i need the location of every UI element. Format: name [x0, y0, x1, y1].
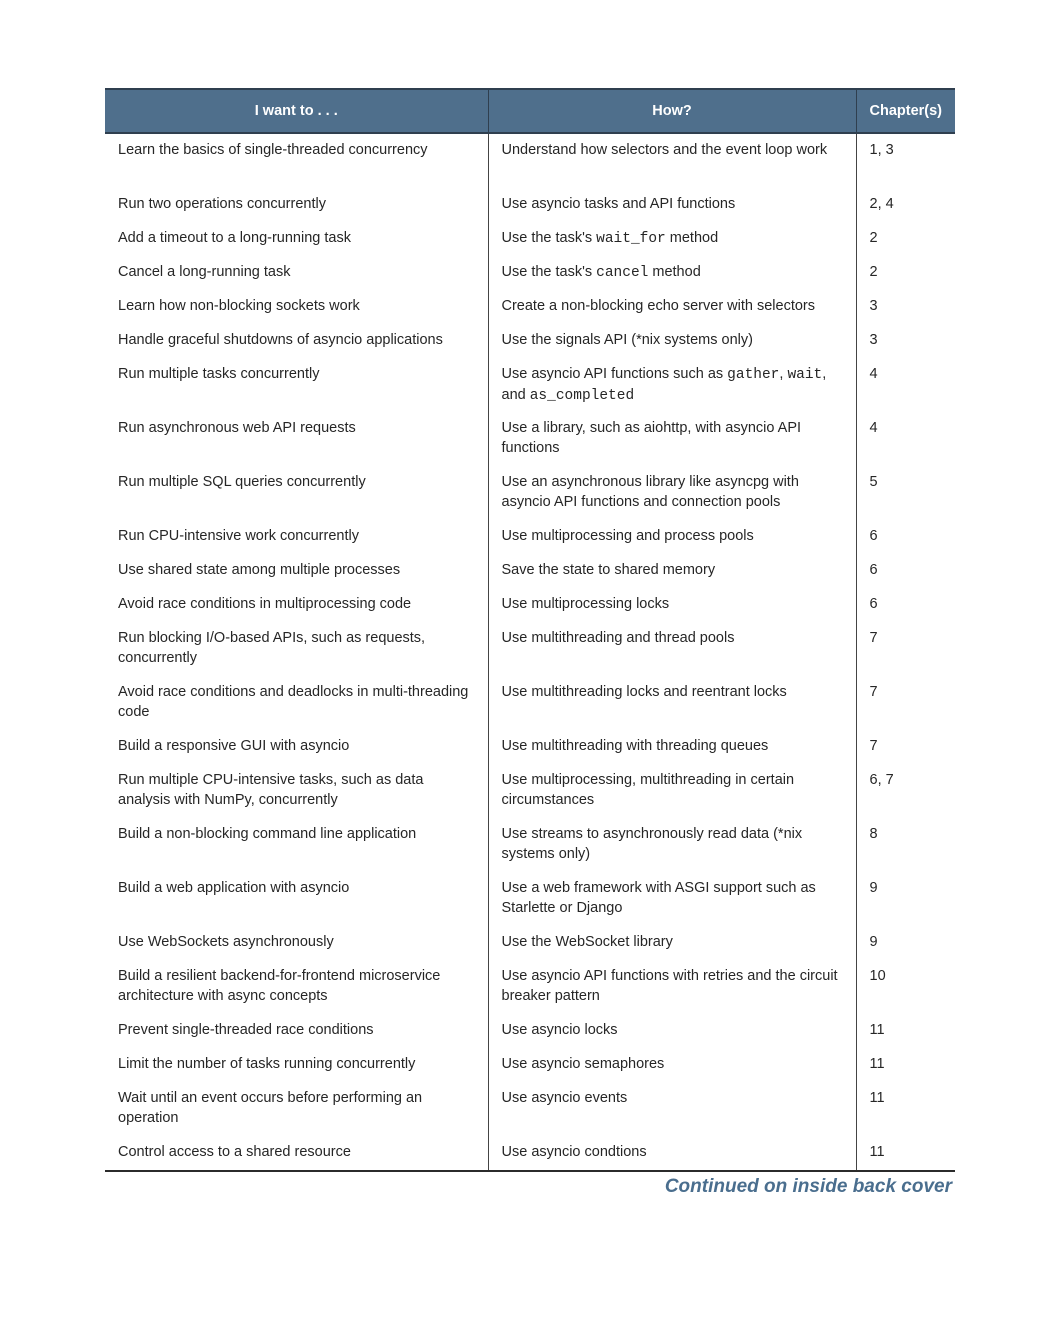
cell-want: Limit the number of tasks running concurrently — [118, 1056, 416, 1072]
cell-want: Build a resilient backend-for-frontend microservice architecture with async concepts — [118, 968, 441, 1004]
cell-how: Use multiprocessing and process pools — [488, 520, 856, 554]
cell-want: Run blocking I/O-based APIs, such as requests, concurrently — [118, 630, 426, 666]
header-want: I want to . . . — [105, 89, 488, 133]
table-row — [105, 818, 955, 872]
cell-want: Run multiple tasks concurrently — [118, 366, 320, 382]
table-row — [105, 520, 955, 554]
cell-chapter: 2 — [856, 256, 955, 290]
table-row — [105, 1014, 955, 1048]
cell-how — [488, 256, 856, 290]
cell-how: Use asyncio API functions with retries and the circuit breaker pattern — [488, 960, 856, 1014]
table-row — [105, 188, 955, 222]
table-row — [105, 554, 955, 588]
reference-table — [105, 88, 955, 1172]
table-row — [105, 764, 955, 818]
cell-chapter: 4 — [856, 412, 955, 466]
header-chapters: Chapter(s) — [856, 89, 955, 133]
table-header-row — [105, 89, 955, 133]
cell-how: Use multithreading locks and reentrant locks — [488, 676, 856, 730]
cell-how — [488, 222, 856, 256]
table-row — [105, 1048, 955, 1082]
cell-chapter: 6 — [856, 520, 955, 554]
cell-want: Avoid race conditions in multiprocessing code — [118, 596, 412, 612]
table-row — [105, 960, 955, 1014]
cell-want: Avoid race conditions and deadlocks in multi-threading code — [118, 684, 469, 720]
cell-how: Use asyncio tasks and API functions — [488, 188, 856, 222]
header-how: How? — [488, 89, 856, 133]
code-identifier: as_completed — [529, 388, 635, 404]
cell-how: Use multiprocessing locks — [488, 588, 856, 622]
table-row — [105, 256, 955, 290]
cell-chapter: 7 — [856, 676, 955, 730]
table-row — [105, 324, 955, 358]
cell-how: Create a non-blocking echo server with selectors — [488, 290, 856, 324]
table-row — [105, 412, 955, 466]
cell-want: Add a timeout to a long-running task — [118, 230, 351, 246]
cell-how: Use a library, such as aiohttp, with asyncio API functions — [488, 412, 856, 466]
cell-chapter: 1, 3 — [856, 133, 955, 188]
cell-how: Use an asynchronous library like asyncpg with asyncio API functions and connection pools — [488, 466, 856, 520]
table-row — [105, 622, 955, 676]
cell-chapter: 3 — [856, 324, 955, 358]
cell-want: Learn the basics of single-threaded concurrency — [118, 142, 428, 158]
cell-want: Learn how non-blocking sockets work — [118, 298, 360, 314]
code-identifier: cancel — [596, 265, 649, 281]
cell-want: Build a responsive GUI with asyncio — [118, 738, 350, 754]
cell-how: Use a web framework with ASGI support such as Starlette or Django — [488, 872, 856, 926]
table-row — [105, 926, 955, 960]
cell-chapter: 11 — [856, 1048, 955, 1082]
cell-chapter: 2 — [856, 222, 955, 256]
cell-want: Use WebSockets asynchronously — [118, 934, 334, 950]
cell-want: Wait until an event occurs before performing an operation — [118, 1090, 423, 1126]
cell-want: Run multiple SQL queries concurrently — [118, 474, 366, 490]
table-row — [105, 222, 955, 256]
cell-want: Handle graceful shutdowns of asyncio applications — [118, 332, 443, 348]
cell-want: Control access to a shared resource — [105, 1136, 488, 1171]
cell-want: Run two operations concurrently — [118, 196, 326, 212]
cell-chapter: 2, 4 — [856, 188, 955, 222]
table-row — [105, 466, 955, 520]
how-text: Use asyncio API functions such as gather, wait, and as_completed — [501, 366, 827, 404]
cell-chapter: 6 — [856, 588, 955, 622]
code-identifier: wait_for — [596, 231, 666, 247]
code-identifier: wait — [787, 367, 823, 383]
table-row — [105, 872, 955, 926]
cell-how: Use asyncio locks — [488, 1014, 856, 1048]
cell-how: Understand how selectors and the event loop work — [488, 133, 856, 188]
cell-chapter: 7 — [856, 622, 955, 676]
cell-chapter: 7 — [856, 730, 955, 764]
cell-how: Use multithreading and thread pools — [488, 622, 856, 676]
cell-how: Use the WebSocket library — [488, 926, 856, 960]
cell-chapter: 4 — [856, 358, 955, 412]
table-row — [105, 133, 955, 188]
cell-want: Build a non-blocking command line application — [118, 826, 417, 842]
cell-want: Build a web application with asyncio — [118, 880, 350, 896]
cell-how: Use asyncio condtions — [488, 1136, 856, 1171]
cell-how: Use asyncio events — [488, 1082, 856, 1136]
cell-want: Use shared state among multiple processes — [118, 562, 401, 578]
cell-want: Run multiple CPU-intensive tasks, such as data analysis with NumPy, concurrently — [118, 772, 424, 808]
cell-how: Use multithreading with threading queues — [488, 730, 856, 764]
cell-chapter: 11 — [856, 1136, 955, 1171]
table-row — [105, 1082, 955, 1136]
code-identifier: gather — [727, 367, 780, 383]
cell-how: Use asyncio semaphores — [488, 1048, 856, 1082]
cell-want: Prevent single-threaded race conditions — [118, 1022, 374, 1038]
cell-how: Use the signals API (*nix systems only) — [488, 324, 856, 358]
cell-how: Save the state to shared memory — [488, 554, 856, 588]
cell-how: Use multiprocessing, multithreading in certain circumstances — [488, 764, 856, 818]
how-text: Use the task's wait_for method — [501, 230, 719, 247]
cell-chapter: 5 — [856, 466, 955, 520]
table-row — [105, 1136, 955, 1171]
cell-how: Use streams to asynchronously read data (*nix systems only) — [488, 818, 856, 872]
cell-want: Cancel a long-running task — [118, 264, 291, 280]
cell-chapter: 11 — [856, 1082, 955, 1136]
table-row — [105, 730, 955, 764]
table-row — [105, 588, 955, 622]
table-row — [105, 290, 955, 324]
cell-chapter: 6 — [856, 554, 955, 588]
table-row — [105, 358, 955, 412]
cell-chapter: 8 — [856, 818, 955, 872]
cell-chapter: 11 — [856, 1014, 955, 1048]
how-text: Use the task's cancel method — [501, 264, 701, 281]
cell-chapter: 9 — [856, 926, 955, 960]
cell-chapter: 3 — [856, 290, 955, 324]
cell-want: Run CPU-intensive work concurrently — [118, 528, 359, 544]
cell-want: Run asynchronous web API requests — [118, 420, 356, 436]
table-row — [105, 676, 955, 730]
cell-how — [488, 358, 856, 412]
cell-chapter: 9 — [856, 872, 955, 926]
continued-note: Continued on inside back cover — [664, 1176, 952, 1197]
cell-chapter: 10 — [856, 960, 955, 1014]
cell-chapter: 6, 7 — [856, 764, 955, 818]
